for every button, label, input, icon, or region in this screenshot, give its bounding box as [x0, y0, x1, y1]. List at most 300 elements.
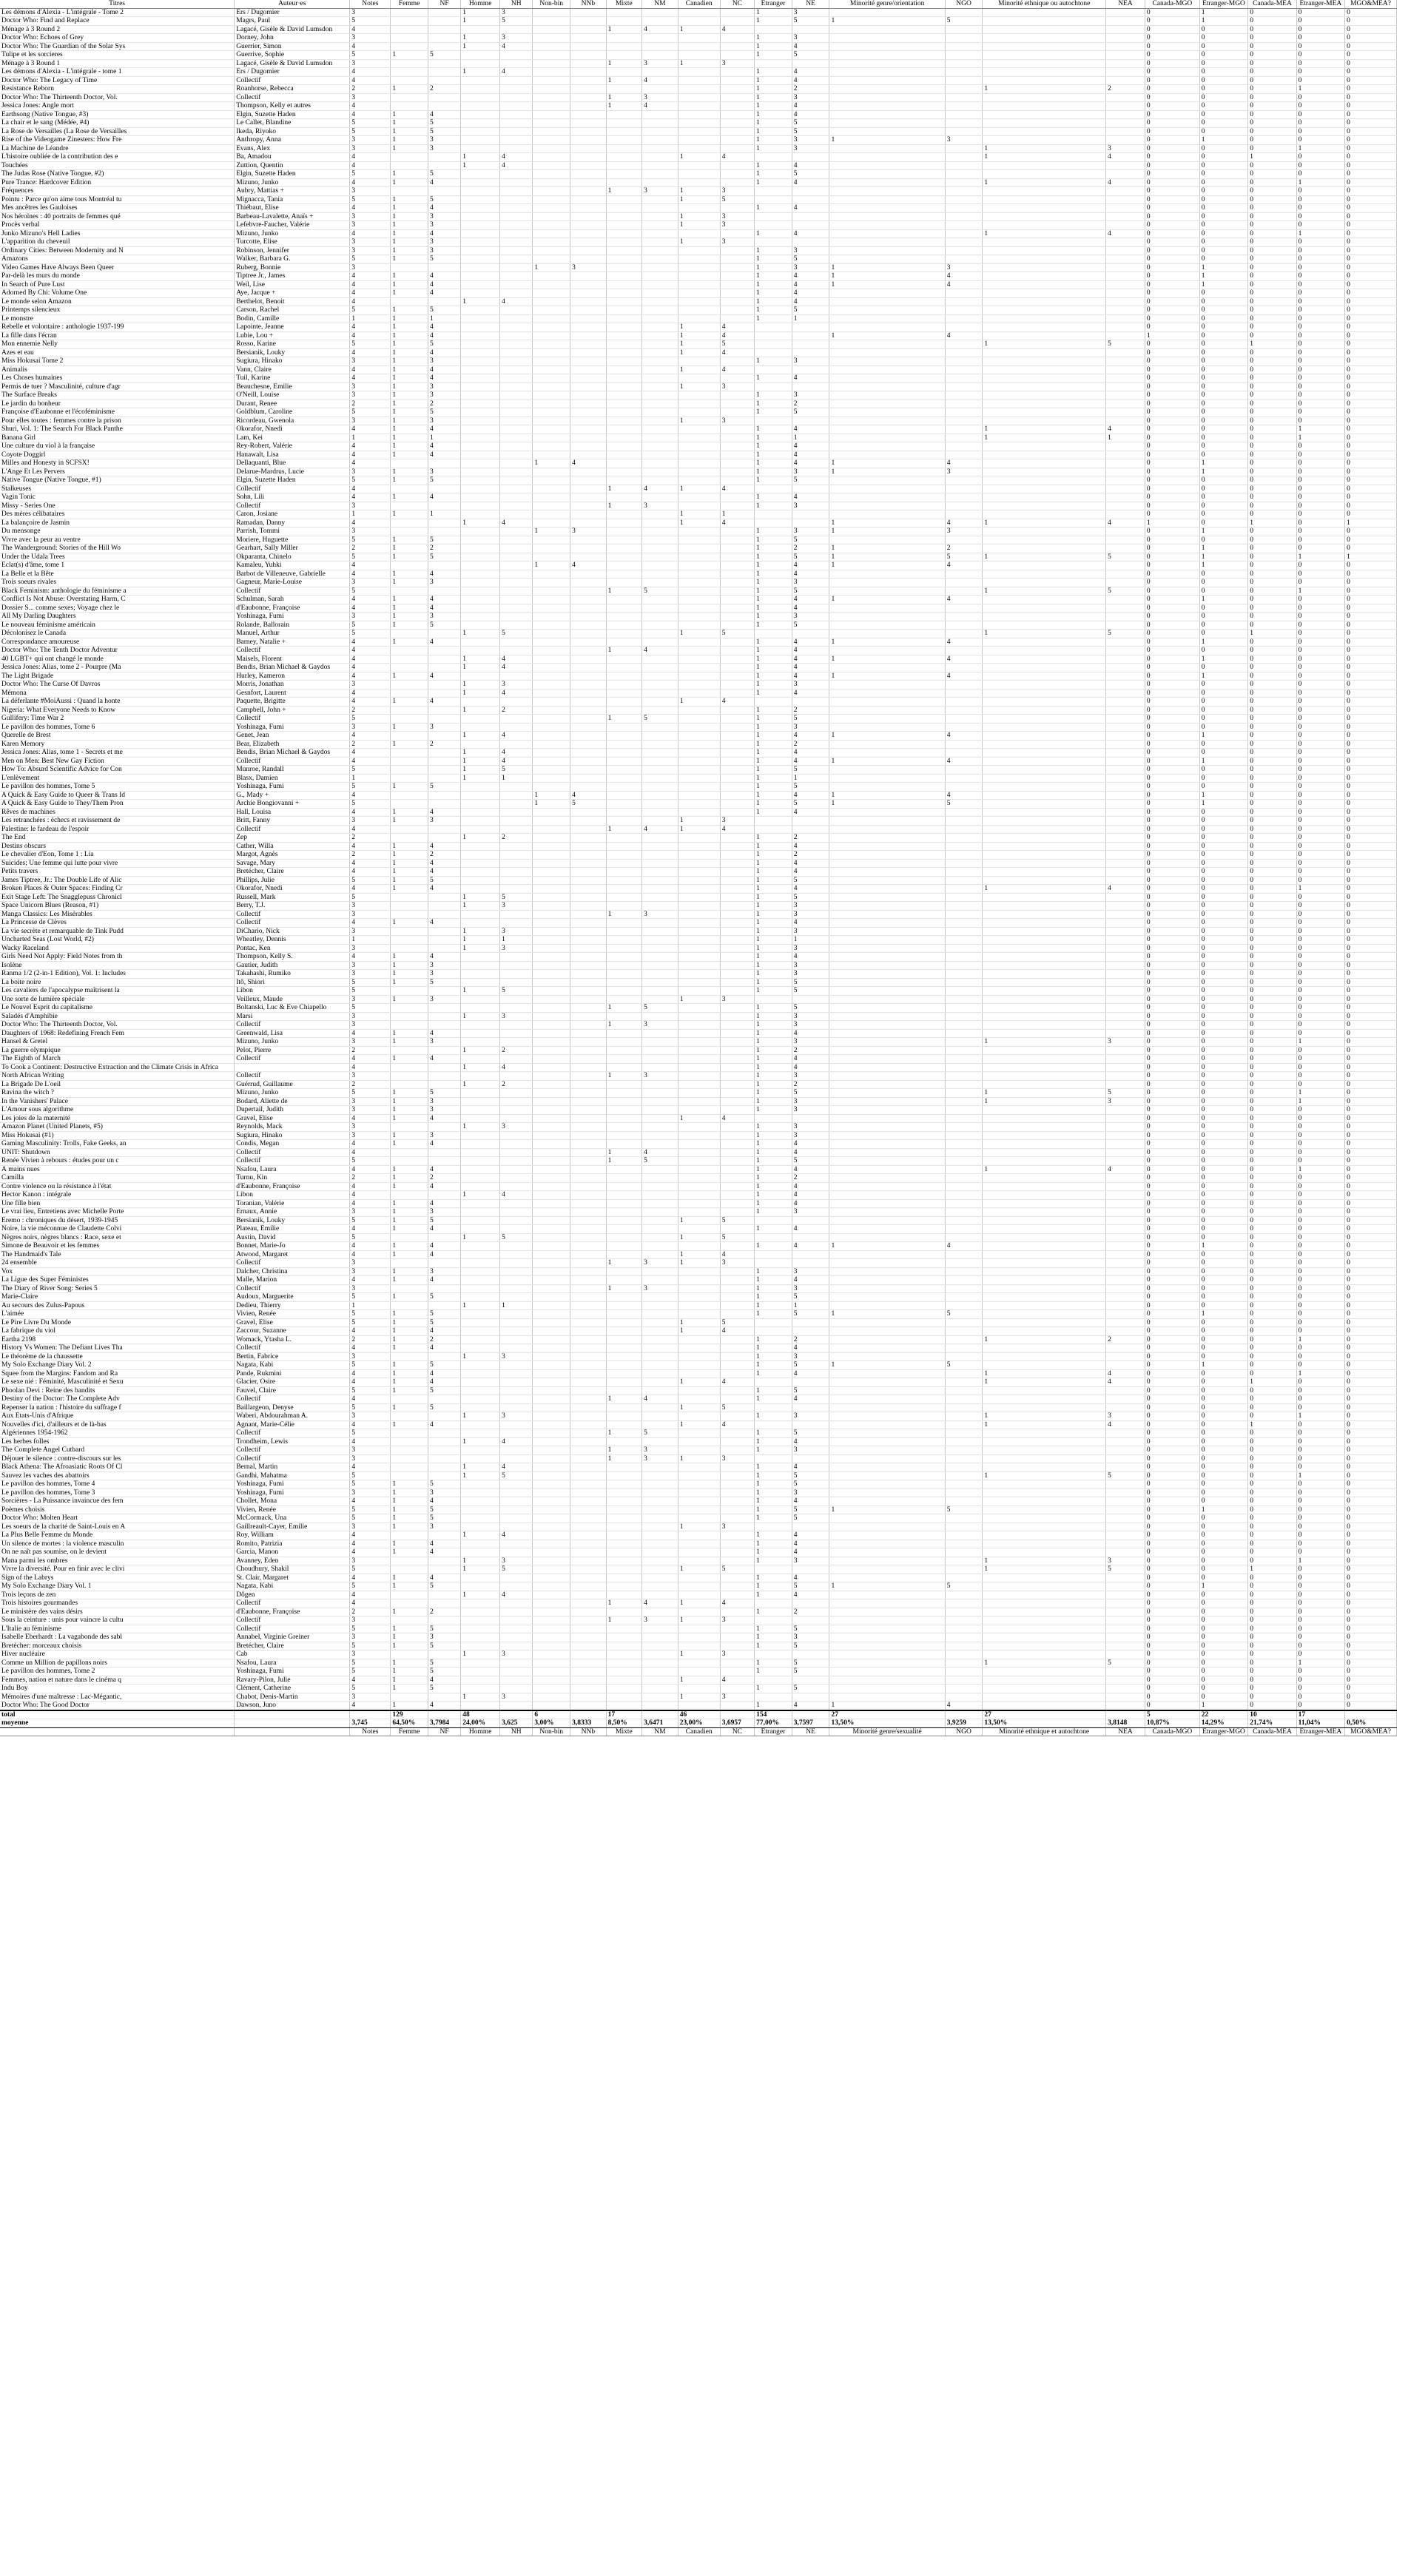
value-cell[interactable]: 0 — [1248, 399, 1296, 408]
value-cell[interactable]: 1 — [678, 323, 720, 332]
value-cell[interactable]: 0 — [1145, 1352, 1199, 1361]
value-cell[interactable] — [500, 1386, 533, 1395]
value-cell[interactable]: 0 — [1145, 1625, 1199, 1633]
value-cell[interactable]: 4 — [428, 365, 460, 374]
value-cell[interactable] — [642, 323, 678, 332]
value-cell[interactable]: 0 — [1145, 723, 1199, 732]
value-cell[interactable] — [533, 1182, 570, 1191]
value-cell[interactable] — [945, 698, 983, 707]
value-cell[interactable] — [642, 1523, 678, 1531]
value-cell[interactable] — [500, 723, 533, 732]
value-cell[interactable] — [755, 1250, 792, 1259]
value-cell[interactable]: 1 — [391, 1540, 428, 1548]
value-cell[interactable] — [678, 1369, 720, 1378]
value-cell[interactable] — [1106, 1488, 1145, 1497]
value-cell[interactable] — [829, 1395, 945, 1404]
value-cell[interactable]: 1 — [461, 1565, 500, 1574]
value-cell[interactable] — [1106, 331, 1145, 340]
value-cell[interactable] — [983, 842, 1106, 851]
value-cell[interactable] — [533, 1361, 570, 1370]
value-cell[interactable] — [642, 1182, 678, 1191]
value-cell[interactable] — [829, 144, 945, 153]
value-cell[interactable]: 4 — [350, 1497, 391, 1506]
value-cell[interactable] — [606, 1140, 642, 1149]
value-cell[interactable]: 0 — [1248, 1259, 1296, 1268]
value-cell[interactable]: 1 — [755, 740, 792, 749]
title-cell[interactable]: Earthsong (Native Tongue, #3) — [0, 110, 235, 119]
value-cell[interactable] — [720, 689, 754, 698]
author-cell[interactable]: Magrs, Paul — [235, 17, 350, 26]
value-cell[interactable]: 0 — [1145, 1233, 1199, 1242]
value-cell[interactable] — [642, 1097, 678, 1106]
value-cell[interactable] — [720, 851, 754, 860]
value-cell[interactable]: 0 — [1145, 1557, 1199, 1565]
value-cell[interactable] — [533, 1608, 570, 1616]
value-cell[interactable]: 0 — [1199, 238, 1247, 247]
value-cell[interactable] — [829, 834, 945, 843]
value-cell[interactable] — [983, 238, 1106, 247]
value-cell[interactable]: 4 — [428, 596, 460, 604]
author-cell[interactable]: Aye, Jacque + — [235, 289, 350, 298]
column-header[interactable]: NGO — [945, 0, 983, 8]
value-cell[interactable]: 2 — [350, 1335, 391, 1344]
value-cell[interactable]: 0 — [1199, 399, 1247, 408]
value-cell[interactable] — [570, 485, 607, 493]
value-cell[interactable]: 0 — [1199, 1191, 1247, 1200]
value-cell[interactable]: 0 — [1199, 1038, 1247, 1047]
value-cell[interactable] — [720, 1276, 754, 1285]
value-cell[interactable] — [570, 102, 607, 111]
value-cell[interactable]: 0 — [1145, 1676, 1199, 1685]
value-cell[interactable]: 0 — [1145, 647, 1199, 655]
value-cell[interactable]: 0 — [1345, 510, 1397, 519]
value-cell[interactable]: 0 — [1248, 1676, 1296, 1685]
value-cell[interactable]: 0 — [1296, 187, 1344, 196]
value-cell[interactable] — [533, 1259, 570, 1268]
value-cell[interactable]: 1 — [755, 1106, 792, 1115]
value-cell[interactable]: 0 — [1145, 1574, 1199, 1582]
value-cell[interactable]: 0 — [1248, 1165, 1296, 1174]
value-cell[interactable] — [983, 910, 1106, 919]
value-cell[interactable] — [720, 229, 754, 238]
value-cell[interactable] — [945, 434, 983, 442]
value-cell[interactable] — [391, 502, 428, 510]
value-cell[interactable] — [606, 1668, 642, 1676]
value-cell[interactable]: 0 — [1296, 859, 1344, 868]
value-cell[interactable]: 4 — [428, 348, 460, 357]
value-cell[interactable]: 1 — [755, 783, 792, 792]
value-cell[interactable]: 4 — [720, 1327, 754, 1336]
value-cell[interactable] — [1106, 1506, 1145, 1514]
value-cell[interactable] — [983, 791, 1106, 800]
value-cell[interactable]: 0 — [1296, 970, 1344, 979]
value-cell[interactable]: 0 — [1296, 1063, 1344, 1072]
value-cell[interactable]: 0 — [1345, 876, 1397, 885]
value-cell[interactable] — [945, 1523, 983, 1531]
value-cell[interactable]: 2 — [792, 1080, 829, 1089]
title-cell[interactable]: Le pavillon des hommes, Tome 6 — [0, 723, 235, 732]
value-cell[interactable]: 0 — [1145, 1097, 1199, 1106]
value-cell[interactable] — [678, 1557, 720, 1565]
value-cell[interactable]: 0 — [1345, 817, 1397, 826]
value-cell[interactable]: 0 — [1248, 1233, 1296, 1242]
value-cell[interactable]: 1 — [391, 1378, 428, 1387]
value-cell[interactable] — [428, 102, 460, 111]
value-cell[interactable] — [983, 1574, 1106, 1582]
value-cell[interactable]: 1 — [755, 579, 792, 587]
value-cell[interactable] — [570, 1089, 607, 1098]
value-cell[interactable]: 3 — [428, 579, 460, 587]
value-cell[interactable] — [945, 246, 983, 255]
value-cell[interactable] — [829, 476, 945, 485]
value-cell[interactable]: 0 — [1345, 1140, 1397, 1149]
value-cell[interactable]: 1 — [391, 391, 428, 400]
value-cell[interactable]: 0 — [1345, 1540, 1397, 1548]
value-cell[interactable]: 0 — [1296, 978, 1344, 987]
value-cell[interactable] — [678, 1642, 720, 1651]
value-cell[interactable] — [461, 374, 500, 383]
value-cell[interactable]: 1 — [678, 153, 720, 162]
value-cell[interactable] — [570, 1046, 607, 1055]
value-cell[interactable] — [570, 59, 607, 68]
value-cell[interactable] — [461, 1480, 500, 1489]
title-cell[interactable]: Le jardin du bonheur — [0, 399, 235, 408]
value-cell[interactable] — [570, 1131, 607, 1140]
value-cell[interactable] — [792, 1616, 829, 1625]
value-cell[interactable]: 5 — [350, 587, 391, 596]
value-cell[interactable]: 0 — [1345, 1531, 1397, 1540]
value-cell[interactable] — [1106, 1242, 1145, 1251]
value-cell[interactable] — [570, 859, 607, 868]
value-cell[interactable] — [642, 1225, 678, 1234]
title-cell[interactable]: Eartha 2198 — [0, 1335, 235, 1344]
value-cell[interactable]: 0 — [1145, 272, 1199, 281]
value-cell[interactable] — [570, 1514, 607, 1523]
value-cell[interactable] — [533, 382, 570, 391]
author-cell[interactable]: Austin, David — [235, 1233, 350, 1242]
value-cell[interactable]: 1 — [391, 995, 428, 1004]
value-cell[interactable] — [678, 127, 720, 136]
value-cell[interactable]: 4 — [792, 732, 829, 741]
value-cell[interactable]: 4 — [350, 749, 391, 758]
author-cell[interactable]: Waberi, Abdourahman A. — [235, 1412, 350, 1421]
value-cell[interactable] — [461, 1616, 500, 1625]
value-cell[interactable]: 0 — [1296, 1157, 1344, 1166]
title-cell[interactable]: Video Games Have Always Been Queer — [0, 263, 235, 272]
value-cell[interactable]: 0 — [1345, 927, 1397, 936]
title-cell[interactable]: Nouvelles d'ici, d'ailleurs et de là-bas — [0, 1420, 235, 1429]
value-cell[interactable]: 0 — [1145, 527, 1199, 536]
value-cell[interactable]: 0 — [1199, 536, 1247, 544]
value-cell[interactable]: 3 — [500, 1123, 533, 1132]
value-cell[interactable]: 1 — [983, 630, 1106, 638]
value-cell[interactable] — [606, 519, 642, 527]
value-cell[interactable]: 1 — [792, 1301, 829, 1310]
value-cell[interactable]: 2 — [428, 1174, 460, 1183]
value-cell[interactable]: 0 — [1296, 408, 1344, 417]
value-cell[interactable] — [792, 1114, 829, 1123]
value-cell[interactable]: 2 — [350, 851, 391, 860]
value-cell[interactable]: 4 — [350, 1148, 391, 1157]
value-cell[interactable] — [461, 817, 500, 826]
author-cell[interactable]: Elgin, Suzette Haden — [235, 110, 350, 119]
value-cell[interactable] — [533, 417, 570, 425]
value-cell[interactable] — [642, 681, 678, 689]
value-cell[interactable] — [755, 519, 792, 527]
value-cell[interactable] — [678, 272, 720, 281]
value-cell[interactable]: 1 — [391, 1480, 428, 1489]
value-cell[interactable] — [945, 1055, 983, 1064]
title-cell[interactable]: Coyote Doggirl — [0, 451, 235, 459]
value-cell[interactable] — [1106, 987, 1145, 996]
value-cell[interactable]: 1 — [1199, 1361, 1247, 1370]
value-cell[interactable] — [570, 613, 607, 621]
value-cell[interactable] — [461, 978, 500, 987]
author-cell[interactable]: Zuttion, Quentin — [235, 161, 350, 170]
value-cell[interactable]: 0 — [1199, 161, 1247, 170]
value-cell[interactable] — [461, 459, 500, 468]
value-cell[interactable]: 1 — [606, 502, 642, 510]
value-cell[interactable] — [570, 689, 607, 698]
value-cell[interactable]: 4 — [350, 1055, 391, 1064]
value-cell[interactable] — [533, 1693, 570, 1702]
title-cell[interactable]: À mains nues — [0, 1165, 235, 1174]
value-cell[interactable] — [570, 1216, 607, 1225]
value-cell[interactable]: 3 — [792, 1012, 829, 1021]
value-cell[interactable]: 0 — [1248, 553, 1296, 562]
value-cell[interactable]: 1 — [461, 766, 500, 775]
value-cell[interactable] — [428, 1591, 460, 1599]
value-cell[interactable] — [461, 1642, 500, 1651]
value-cell[interactable]: 0 — [1345, 995, 1397, 1004]
value-cell[interactable] — [500, 1540, 533, 1548]
value-cell[interactable] — [720, 876, 754, 885]
value-cell[interactable] — [945, 944, 983, 953]
value-cell[interactable]: 0 — [1345, 1055, 1397, 1064]
value-cell[interactable]: 1 — [755, 536, 792, 544]
value-cell[interactable] — [533, 1591, 570, 1599]
title-cell[interactable]: Correspondance amoureuse — [0, 638, 235, 647]
value-cell[interactable]: 0 — [1199, 689, 1247, 698]
author-cell[interactable]: Annabel, Virginie Greiner — [235, 1633, 350, 1642]
value-cell[interactable] — [1106, 944, 1145, 953]
author-cell[interactable]: Paquette, Brigitte — [235, 698, 350, 707]
value-cell[interactable]: 0 — [1248, 1063, 1296, 1072]
value-cell[interactable] — [642, 791, 678, 800]
value-cell[interactable]: 0 — [1199, 434, 1247, 442]
value-cell[interactable] — [678, 493, 720, 502]
value-cell[interactable] — [500, 919, 533, 928]
value-cell[interactable] — [570, 596, 607, 604]
title-cell[interactable]: Doctor Who: The Curse Of Davros — [0, 681, 235, 689]
value-cell[interactable]: 0 — [1199, 1012, 1247, 1021]
value-cell[interactable]: 1 — [983, 1659, 1106, 1668]
value-cell[interactable]: 1 — [533, 800, 570, 809]
value-cell[interactable] — [500, 1208, 533, 1217]
value-cell[interactable]: 5 — [428, 978, 460, 987]
value-cell[interactable] — [500, 1420, 533, 1429]
value-cell[interactable]: 3 — [1106, 1557, 1145, 1565]
value-cell[interactable]: 3 — [350, 1267, 391, 1276]
value-cell[interactable] — [533, 536, 570, 544]
value-cell[interactable] — [945, 1208, 983, 1217]
value-cell[interactable] — [945, 25, 983, 34]
value-cell[interactable] — [461, 621, 500, 630]
value-cell[interactable] — [945, 919, 983, 928]
value-cell[interactable] — [500, 1446, 533, 1455]
value-cell[interactable] — [461, 553, 500, 562]
author-cell[interactable]: d'Eaubonne, Françoise — [235, 1182, 350, 1191]
value-cell[interactable]: 1 — [391, 740, 428, 749]
value-cell[interactable] — [1106, 1233, 1145, 1242]
value-cell[interactable]: 0 — [1296, 783, 1344, 792]
value-cell[interactable]: 1 — [678, 1259, 720, 1268]
value-cell[interactable]: 4 — [945, 459, 983, 468]
value-cell[interactable]: 0 — [1199, 417, 1247, 425]
value-cell[interactable] — [720, 1208, 754, 1217]
value-cell[interactable]: 0 — [1345, 664, 1397, 672]
value-cell[interactable] — [606, 357, 642, 366]
value-cell[interactable] — [533, 672, 570, 681]
title-cell[interactable]: La Ligue des Super Féministes — [0, 1276, 235, 1285]
value-cell[interactable]: 0 — [1248, 102, 1296, 111]
value-cell[interactable]: 4 — [350, 732, 391, 741]
value-cell[interactable] — [755, 1523, 792, 1531]
value-cell[interactable] — [461, 272, 500, 281]
title-cell[interactable]: Sous la ceinture : unis pour vaincre la cultu — [0, 1616, 235, 1625]
value-cell[interactable]: 0 — [1345, 1676, 1397, 1685]
value-cell[interactable]: 0 — [1145, 102, 1199, 111]
value-cell[interactable] — [678, 34, 720, 43]
author-cell[interactable]: Turnu, Kin — [235, 1174, 350, 1183]
value-cell[interactable] — [391, 1284, 428, 1293]
value-cell[interactable] — [642, 1437, 678, 1446]
value-cell[interactable] — [606, 280, 642, 289]
value-cell[interactable]: 0 — [1345, 1429, 1397, 1438]
value-cell[interactable]: 0 — [1145, 246, 1199, 255]
value-cell[interactable] — [792, 382, 829, 391]
value-cell[interactable] — [570, 1429, 607, 1438]
value-cell[interactable] — [461, 808, 500, 817]
value-cell[interactable] — [533, 510, 570, 519]
value-cell[interactable]: 0 — [1199, 1540, 1247, 1548]
value-cell[interactable] — [720, 1174, 754, 1183]
value-cell[interactable]: 0 — [1145, 263, 1199, 272]
value-cell[interactable]: 4 — [350, 280, 391, 289]
value-cell[interactable] — [678, 596, 720, 604]
value-cell[interactable]: 1 — [391, 1276, 428, 1285]
value-cell[interactable] — [391, 1004, 428, 1013]
value-cell[interactable]: 0 — [1345, 102, 1397, 111]
value-cell[interactable]: 0 — [1248, 1633, 1296, 1642]
value-cell[interactable] — [533, 681, 570, 689]
value-cell[interactable] — [829, 1301, 945, 1310]
value-cell[interactable] — [606, 1293, 642, 1302]
author-cell[interactable]: Dupertail, Judith — [235, 1106, 350, 1115]
value-cell[interactable] — [533, 723, 570, 732]
value-cell[interactable] — [1106, 1199, 1145, 1208]
value-cell[interactable] — [678, 1659, 720, 1668]
value-cell[interactable] — [391, 102, 428, 111]
value-cell[interactable] — [606, 212, 642, 221]
value-cell[interactable]: 1 — [755, 314, 792, 323]
value-cell[interactable] — [461, 1182, 500, 1191]
value-cell[interactable] — [642, 212, 678, 221]
value-cell[interactable] — [642, 127, 678, 136]
value-cell[interactable] — [500, 1225, 533, 1234]
value-cell[interactable]: 0 — [1248, 715, 1296, 724]
value-cell[interactable]: 1 — [391, 408, 428, 417]
value-cell[interactable] — [606, 1301, 642, 1310]
title-cell[interactable]: Doctor Who: Echoes of Grey — [0, 34, 235, 43]
value-cell[interactable]: 5 — [500, 1565, 533, 1574]
title-cell[interactable]: Daughters of 1968: Redefining French Fem — [0, 1029, 235, 1038]
value-cell[interactable]: 1 — [391, 510, 428, 519]
value-cell[interactable]: 0 — [1296, 93, 1344, 102]
value-cell[interactable]: 1 — [755, 374, 792, 383]
value-cell[interactable]: 0 — [1145, 1055, 1199, 1064]
author-cell[interactable]: Delarue-Mardrus, Lucie — [235, 468, 350, 476]
value-cell[interactable] — [500, 1318, 533, 1327]
author-cell[interactable]: Gesnfort, Laurent — [235, 689, 350, 698]
value-cell[interactable]: 0 — [1248, 1114, 1296, 1123]
value-cell[interactable]: 0 — [1345, 331, 1397, 340]
value-cell[interactable]: 0 — [1296, 596, 1344, 604]
value-cell[interactable]: 0 — [1145, 68, 1199, 77]
value-cell[interactable]: 3 — [428, 391, 460, 400]
value-cell[interactable] — [642, 42, 678, 51]
value-cell[interactable] — [1106, 1318, 1145, 1327]
value-cell[interactable] — [500, 647, 533, 655]
column-header[interactable]: Minorité ethnique ou autochtone — [983, 0, 1106, 8]
value-cell[interactable]: 1 — [755, 1531, 792, 1540]
value-cell[interactable]: 0 — [1248, 331, 1296, 340]
value-cell[interactable] — [606, 323, 642, 332]
value-cell[interactable]: 3 — [1106, 1412, 1145, 1421]
value-cell[interactable] — [642, 1318, 678, 1327]
value-cell[interactable]: 1 — [755, 1446, 792, 1455]
value-cell[interactable]: 1 — [755, 1642, 792, 1651]
title-cell[interactable]: Eremo : chroniques du désert, 1939-1945 — [0, 1216, 235, 1225]
value-cell[interactable]: 0 — [1199, 1080, 1247, 1089]
value-cell[interactable] — [829, 297, 945, 306]
value-cell[interactable]: 1 — [678, 59, 720, 68]
value-cell[interactable] — [533, 144, 570, 153]
value-cell[interactable]: 5 — [350, 1293, 391, 1302]
title-cell[interactable]: Déjouer le silence : contre-discours sur les — [0, 1454, 235, 1463]
value-cell[interactable] — [983, 825, 1106, 834]
value-cell[interactable]: 1 — [391, 1318, 428, 1327]
value-cell[interactable]: 0 — [1199, 102, 1247, 111]
value-cell[interactable]: 1 — [461, 1471, 500, 1480]
value-cell[interactable]: 5 — [945, 1361, 983, 1370]
value-cell[interactable] — [461, 1506, 500, 1514]
value-cell[interactable]: 1 — [391, 1106, 428, 1115]
value-cell[interactable]: 0 — [1199, 331, 1247, 340]
value-cell[interactable]: 4 — [428, 1182, 460, 1191]
value-cell[interactable] — [461, 417, 500, 425]
value-cell[interactable]: 0 — [1248, 1148, 1296, 1157]
value-cell[interactable]: 1 — [755, 885, 792, 894]
value-cell[interactable] — [829, 42, 945, 51]
value-cell[interactable] — [533, 357, 570, 366]
value-cell[interactable] — [829, 1055, 945, 1064]
value-cell[interactable]: 0 — [1145, 621, 1199, 630]
value-cell[interactable] — [720, 127, 754, 136]
value-cell[interactable]: 1 — [391, 246, 428, 255]
value-cell[interactable]: 0 — [1145, 953, 1199, 962]
value-cell[interactable]: 0 — [1248, 851, 1296, 860]
